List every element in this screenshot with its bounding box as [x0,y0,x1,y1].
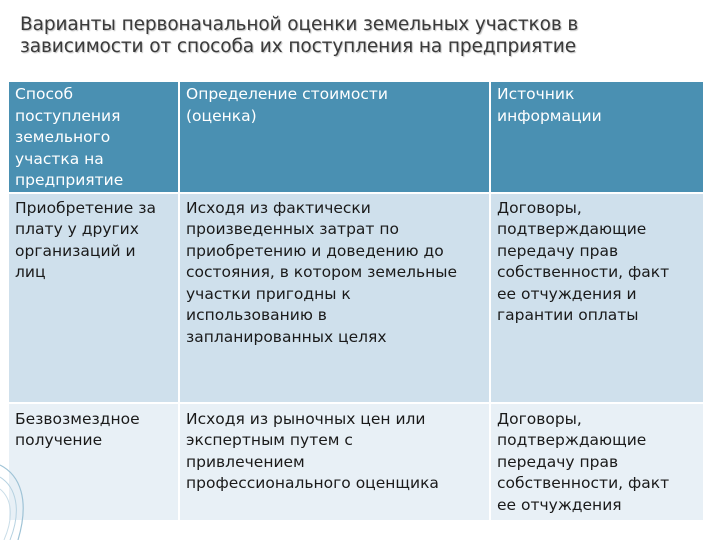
row2-valuation: Исходя из рыночных цен или экспертным путем с привлечением профессионального оценщика [179,403,490,521]
table-row [9,193,703,403]
table-header-row [9,82,703,193]
table-row [9,403,703,521]
header-source: Источник информации [490,82,703,193]
row1-valuation: Исходя из фактически произведенных затрат по приобретению и доведению до состояния, в котором земельные участки пригодны к использованию в запланированных целях [179,193,490,403]
row2-method: Безвозмездное получение [9,403,179,521]
row1-method: Приобретение за плату у других организаций и лиц [9,193,179,403]
row2-source: Договоры, подтверждающие передачу прав собственности, факт ее отчуждения [490,403,703,521]
slide-title: Варианты первоначальной оценки земельных участков в зависимости от способа их поступления на предприятие [20,14,579,57]
row1-source: Договоры, подтверждающие передачу прав собственности, факт ее отчуждения и гарантии оплаты [490,193,703,403]
valuation-table [9,82,703,522]
header-method: Способ поступления земельного участка на предприятие [9,82,179,193]
header-valuation: Определение стоимости (оценка) [179,82,490,193]
